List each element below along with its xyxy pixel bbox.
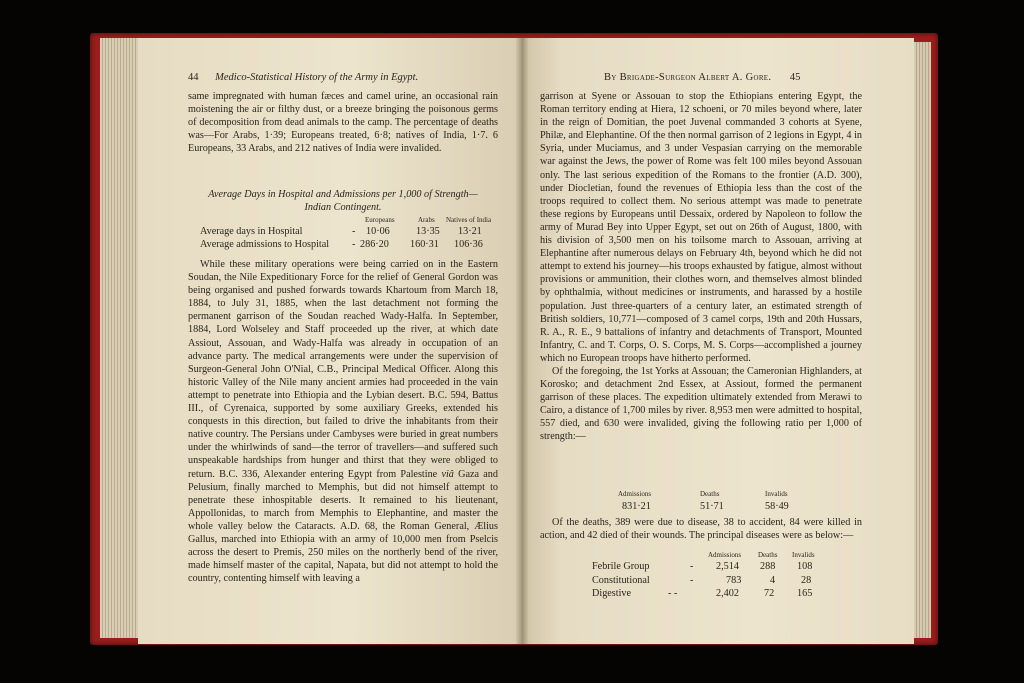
left-page-number: 44 xyxy=(188,72,199,83)
table-row xyxy=(592,588,862,602)
table-row xyxy=(200,226,500,239)
left-running-head xyxy=(188,72,418,83)
disease-col-admissions: Admissions xyxy=(708,551,742,559)
main-paragraph-part1: While these military operations were being carried on in the Eastern Soudan, the Nile Expeditionary Force for the relief of General Gordon was being organised and pushed forwards towards Khartoum from March 18, 1884, to July 31, 1885, when the last detachment not forming the permanent garrison of the Soudan reached Wady-Halfa. In September, 1884, Lord Wolseley and Staff proceeded up the river, at which date Assiout, Assouan, and Wady-Halfa was already in occupation of an advance party. The medical arrangements were under the supervision of Surgeon-General John O'Nial, C.B., Principal Medical Officer. Along this historic Valley of the Nile many ancient armies had proceeded in the vain attempt to penetrate into Ethiopia and the Lybian desert. B.C. 594, Battus III., of Cyrenaica, supported by some auxiliary Greeks, extended his conquests in this direction, but failed to drive the inhabitants from their native country. The Persians under Cambyses were buried in great numbers under the whirlwinds of sand—the terror of travellers—and suffered such unspeakable hardships from hunger and thirst that they were obliged to return. B.C. 336, Alexander entering Egypt from Palestine xyxy=(188,259,498,480)
hospital-table-title-line2: Indian Contingent. xyxy=(304,202,382,213)
right-running-title: By Brigade-Surgeon Albert A. Gore. xyxy=(604,72,772,83)
right-third-paragraph: Of the deaths, 389 were due to disease, 38 to accident, 84 were killed in action, and 42 died of their wounds. The principal diseases were as below:— xyxy=(540,517,862,542)
cell-natives: 106·36 xyxy=(454,239,483,250)
right-deaths-text xyxy=(540,516,862,542)
ratio-admissions: 831·21 xyxy=(622,501,651,512)
ratio-col-invalids: Invalids xyxy=(765,490,788,498)
table-row xyxy=(592,575,862,589)
disease-dash: - xyxy=(690,574,694,586)
ratio-values-row xyxy=(610,501,810,514)
page-edges-left xyxy=(100,38,140,638)
col-arabs: Arabs xyxy=(418,216,435,224)
right-main-text xyxy=(540,90,862,444)
col-europeans: Europeans xyxy=(365,216,395,224)
left-opening-text xyxy=(188,90,498,155)
ratio-table xyxy=(610,488,810,514)
ratio-deaths: 51·71 xyxy=(700,501,724,512)
right-second-paragraph: Of the foregoing, the 1st Yorks at Assouan; the Cameronian Highlanders, at Korosko; and detachment 2nd Essex, at Assiout, formed the permanent garrison of these places. The expedition ultimately extended from Merawi to Cairo, a distance of 1,700 miles by river. 8,953 men were admitted to hospital, 557 died, and 630 were invalided, giving the following ratio per 1,000 of strength:— xyxy=(540,365,862,443)
disease-admissions: 783 xyxy=(726,574,742,586)
row-dash: - xyxy=(352,239,356,250)
italic-via: viâ xyxy=(441,468,454,480)
book-gutter xyxy=(515,38,529,644)
disease-invalids: 165 xyxy=(797,588,813,599)
cell-natives: 13·21 xyxy=(458,226,482,237)
disease-admissions: 2,514 xyxy=(716,561,739,572)
left-main-paragraph xyxy=(188,258,498,585)
ratio-col-admissions: Admissions xyxy=(618,490,652,498)
hospital-table-header xyxy=(200,216,500,226)
ratio-col-deaths: Deaths xyxy=(700,490,720,498)
main-paragraph-part2: Gaza and Pelusium, finally marched to Memphis, but did not himself attempt to penetrate these inhospitable deserts. It remained to his lieutenant, Appollonidas, to march from Memphis to Elephantine, and master the whole valley below the Cataracts. A.D. 68, the Roman General, Ælius Gallus, marched into Ethiopia with an army of 10,000 men from Pselcis across the desert to Premis, 250 miles on the northerly bend of the river, made himself master of the capital, Napata, but did not attempt to hold the country, contenting himself with leaving a xyxy=(188,468,498,585)
left-main-text xyxy=(188,258,498,585)
ratio-invalids: 58·49 xyxy=(765,501,789,512)
disease-name: Digestive xyxy=(592,588,632,599)
disease-deaths: 4 xyxy=(770,574,776,586)
disease-invalids: 28 xyxy=(801,574,812,586)
hospital-table xyxy=(200,216,500,252)
disease-dash: - - xyxy=(668,588,678,599)
hospital-table-title-line1: Average Days in Hospital and Admissions per 1,000 of Strength— xyxy=(208,189,478,200)
table-row xyxy=(200,239,500,252)
disease-name: Febrile Group xyxy=(592,561,650,572)
row-dash: - xyxy=(352,226,356,237)
hospital-table-title xyxy=(188,188,498,214)
cell-arabs: 160·31 xyxy=(410,239,439,250)
left-page xyxy=(138,38,522,644)
left-running-title: Medico-Statistical History of the Army in Egypt. xyxy=(215,72,419,83)
right-page xyxy=(522,38,914,644)
disease-col-invalids: Invalids xyxy=(792,551,815,559)
row-label: Average admissions to Hospital xyxy=(200,239,330,250)
disease-table xyxy=(592,551,862,602)
disease-deaths: 72 xyxy=(764,588,775,599)
col-natives: Natives of India xyxy=(446,216,492,224)
disease-admissions: 2,402 xyxy=(716,588,739,599)
right-running-head xyxy=(604,72,800,83)
right-opening-paragraph: garrison at Syene or Assouan to stop the Ethiopians entering Egypt, the Roman territory ending at Hiera, 12 schoeni, or 70 miles beyond where, later in the reign of Domitian, the poet Juvenal commanded 3 cohorts at Syene, Philæ, and Elephantine. Of the then normal garrison of 2 legions in Egypt, 4 in Syria, under Muciamus, and 3 under Vespasian carrying on the memorable war against the Jews, the power of Rome was felt 100 miles beyond Assouan only. The last serious expedition of the Romans to the frontier (A.D. 300), under Diocletian, found the revenues of Ethiopia less than the cost of the troops required to collect them. No serious attempt was made to penetrate these regions by Europeans until Dessaix, ordered by Napoleon to follow the army of Murad Bey into Upper Egypt, set out on 26th of August, 1800, with his division of 3,500 men on his toilsome march to Assouan, arriving at Elephantine after numerous delays on February 4th, beyond which he did not attempt to extend his journey—his troops exhausted by fatigue, almost without provisions or ammunition, their clothes worn, and themselves almost blinded by ophthalmia, without medicines or instruments, and harassed by a hostile population. Just three-quarters of a century later, an estimated strength of British soldiers, 10,771—composed of 3 camel corps, 19th and 20th Hussars, R. A., R. E., 9 battalions of infantry and detachments of Transport, Mounted Infantry, C. and T. Corps, O. S. Corps, M. S. Corps—accomplished a journey which no European troops have hitherto performed. xyxy=(540,91,862,364)
row-label: Average days in Hospital xyxy=(200,226,303,237)
disease-deaths: 288 xyxy=(760,561,776,572)
cell-arabs: 13·35 xyxy=(416,226,440,237)
right-page-number: 45 xyxy=(789,72,801,83)
disease-col-deaths: Deaths xyxy=(758,551,778,559)
table-row xyxy=(592,561,862,575)
ratio-table-header xyxy=(610,488,810,501)
disease-invalids: 108 xyxy=(797,561,813,572)
left-opening-paragraph: same impregnated with human fæces and camel urine, an occasional rain moistening the air or filthy dust, or a breeze bringing the poisonous germs of decomposition from dead animals to the camp. The percentage of deaths was—For Arabs, 1·39; Europeans treated, 6·8; natives of India, 1·7. 6 Europeans, 33 Arabs, and 212 natives of India were invalided. xyxy=(188,91,498,155)
cell-europeans: 10·06 xyxy=(366,226,390,237)
disease-table-header xyxy=(592,551,862,561)
cell-europeans: 286·20 xyxy=(360,239,389,250)
disease-dash: - xyxy=(690,561,694,572)
disease-name: Constitutional xyxy=(592,574,650,586)
